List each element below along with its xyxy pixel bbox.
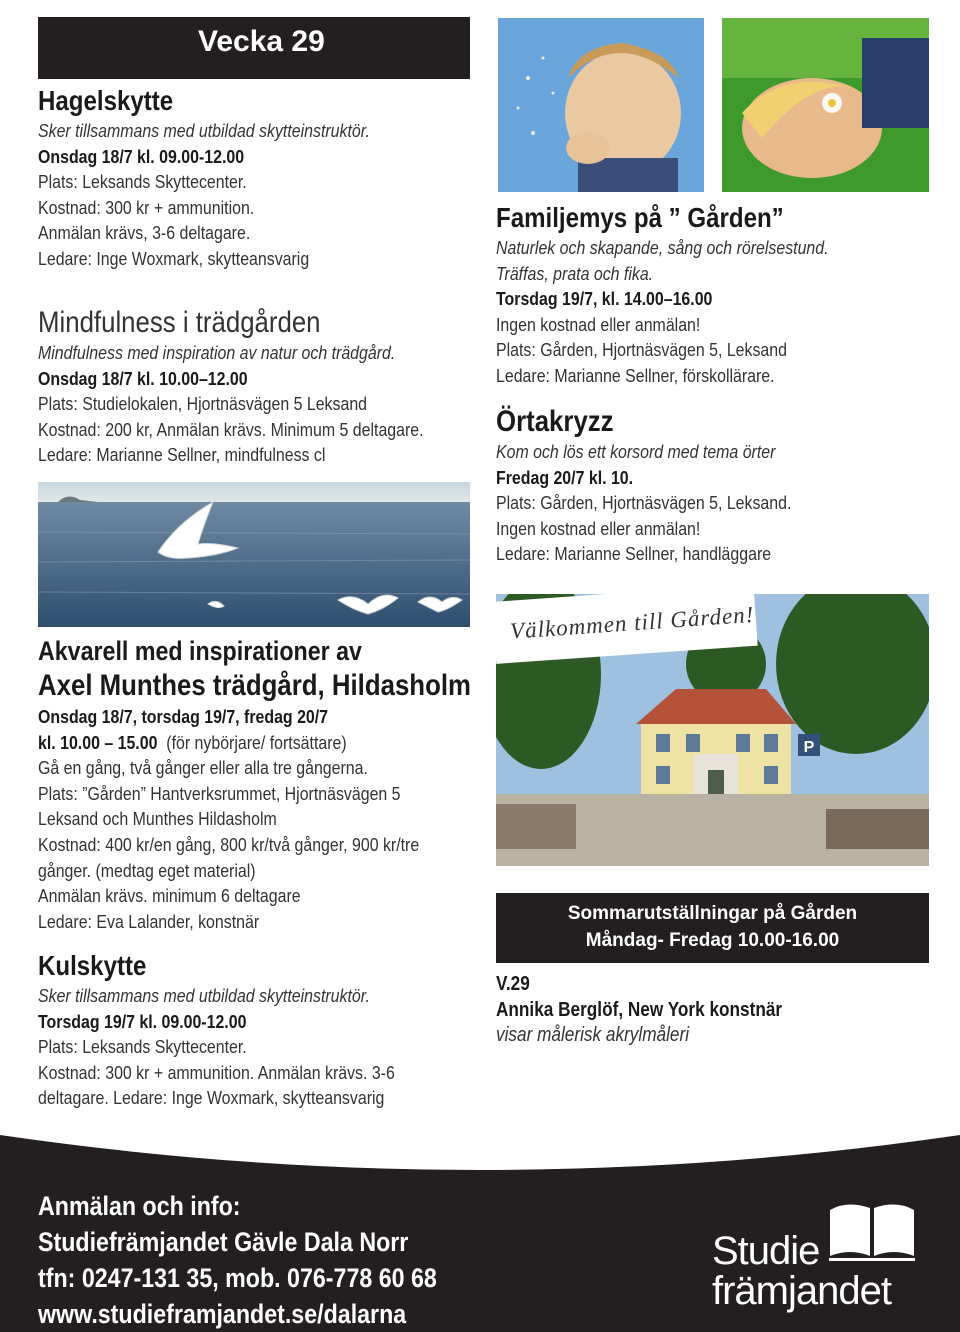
event-title: Kulskytte xyxy=(38,950,147,981)
footer-organization: Studiefrämjandet Gävle Dala Norr xyxy=(38,1227,409,1257)
footer-website: www.studieframjandet.se/dalarna xyxy=(38,1299,407,1329)
summer-exhibition-bar xyxy=(496,893,929,963)
logo-word-framjandet: främjandet xyxy=(712,1269,891,1313)
event-description: Sker tillsammans med utbildad skytteinstruktör. xyxy=(38,120,370,141)
event-cost: Kostnad: 300 kr + ammunition. xyxy=(38,196,255,218)
event-cost: Ingen kostnad eller anmälan! xyxy=(496,313,701,335)
boy-illustration xyxy=(722,18,929,192)
event-description: Mindfulness med inspiration av natur och trädgård. xyxy=(38,342,396,363)
event-place: Plats: ”Gården” Hantverksrummet, Hjortnäsvägen 5 xyxy=(38,782,401,804)
summer-hours: Måndag- Fredag 10.00-16.00 xyxy=(585,930,840,951)
event-title: Hagelskytte xyxy=(38,85,174,116)
event-leader: Ledare: Marianne Sellner, förskollärare. xyxy=(496,364,775,386)
event-place: Plats: Studielokalen, Hjortnäsvägen 5 Leksand xyxy=(38,393,368,415)
event-time: Onsdag 18/7 kl. 10.00–12.00 xyxy=(38,367,248,389)
event-registration: Anmälan krävs, 3-6 deltagare. xyxy=(38,222,251,244)
event-time: Torsdag 19/7, kl. 14.00–16.00 xyxy=(496,288,713,310)
child-illustration xyxy=(498,18,704,192)
footer-phone: tfn: 0247-131 35, mob. 076-778 60 68 xyxy=(38,1263,437,1293)
event-dates: Onsdag 18/7, torsdag 19/7, fredag 20/7 xyxy=(38,706,329,727)
event-description: Naturlek och skapande, sång och rörelsestund. xyxy=(496,237,829,258)
event-time: kl. 10.00 – 15.00 xyxy=(38,731,158,753)
event-title: Mindfulness i trädgården xyxy=(38,306,321,339)
event-time: Onsdag 18/7 kl. 09.00-12.00 xyxy=(38,145,245,167)
event-description-cont: Träffas, prata och fika. xyxy=(496,262,654,284)
event-place: Plats: Gården, Hjortnäsvägen 5, Leksand. xyxy=(496,492,792,514)
exhibition-artist: Annika Berglöf, New York konstnär xyxy=(496,998,783,1021)
summer-title: Sommarutställningar på Gården xyxy=(567,903,858,924)
logo-word-studie: Studie xyxy=(712,1229,820,1273)
event-description: Kom och lös ett korsord med tema örter xyxy=(496,441,776,462)
event-leader: Ledare: Marianne Sellner, mindfulness cl xyxy=(38,444,326,466)
event-cost-cont: gånger. (medtag eget material) xyxy=(38,859,256,881)
seagull-illustration xyxy=(38,482,470,627)
event-familjemys xyxy=(496,202,829,389)
event-cost: Ingen kostnad eller anmälan! xyxy=(496,517,701,539)
footer-heading: Anmälan och info: xyxy=(38,1191,241,1221)
week-header xyxy=(38,17,470,79)
studiefrämjandet-logo xyxy=(712,1200,922,1318)
event-mindfulness xyxy=(38,306,424,468)
exhibition-week: V.29 xyxy=(496,973,530,995)
welcome-text: Välkommen till Gården! xyxy=(509,601,756,644)
event-time: Fredag 20/7 kl. 10. xyxy=(496,466,634,488)
seagull-photo xyxy=(38,482,470,627)
event-level: (för nybörjare/ fortsättare) xyxy=(166,731,347,753)
event-cost: Kostnad: 200 kr, Anmälan krävs. Minimum 5 deltagare. xyxy=(38,418,424,440)
event-place: Plats: Leksands Skyttecenter. xyxy=(38,171,247,193)
event-leader: Ledare: Eva Lalander, konstnär xyxy=(38,910,260,932)
boy-flower-photo xyxy=(722,18,929,192)
event-akvarell xyxy=(38,634,471,934)
event-cost-cont: deltagare. Ledare: Inge Woxmark, skytteansvarig xyxy=(38,1087,385,1109)
event-hagelskytte xyxy=(38,85,370,272)
event-description: Sker tillsammans med utbildad skytteinstruktör. xyxy=(38,985,370,1006)
footer-contact xyxy=(38,1188,437,1332)
event-subtitle: Axel Munthes trädgård, Hildasholm xyxy=(38,669,471,702)
event-time-row xyxy=(38,730,471,756)
parking-sign: P xyxy=(803,739,815,756)
event-title: Familjemys på ” Gården” xyxy=(496,202,784,233)
event-place: Plats: Gården, Hjortnäsvägen 5, Leksand xyxy=(496,339,787,361)
event-leader: Ledare: Marianne Sellner, handläggare xyxy=(496,543,772,565)
event-title: Akvarell med inspirationer av xyxy=(38,636,362,666)
exhibition-v29 xyxy=(496,972,782,1049)
event-title: Örtakryzz xyxy=(496,405,614,438)
event-registration: Anmälan krävs. minimum 6 deltagare xyxy=(38,885,301,907)
event-cost: Kostnad: 400 kr/en gång, 800 kr/två gånger, 900 kr/tre xyxy=(38,833,420,855)
event-ortakryzz xyxy=(496,406,791,567)
event-time: Torsdag 19/7 kl. 09.00-12.00 xyxy=(38,1010,247,1032)
event-leader: Ledare: Inge Woxmark, skytteansvarig xyxy=(38,247,310,269)
event-cost: Kostnad: 300 kr + ammunition. Anmälan krävs. 3-6 xyxy=(38,1061,395,1083)
exhibition-description: visar målerisk akrylmåleri xyxy=(496,1024,690,1047)
event-kulskytte xyxy=(38,950,395,1111)
week-label: Vecka 29 xyxy=(198,25,325,58)
child-dandelion-photo xyxy=(498,18,704,192)
event-place: Plats: Leksands Skyttecenter. xyxy=(38,1036,247,1058)
event-frequency: Gå en gång, två gånger eller alla tre gångerna. xyxy=(38,757,368,779)
event-place-cont: Leksand och Munthes Hildasholm xyxy=(38,808,277,830)
